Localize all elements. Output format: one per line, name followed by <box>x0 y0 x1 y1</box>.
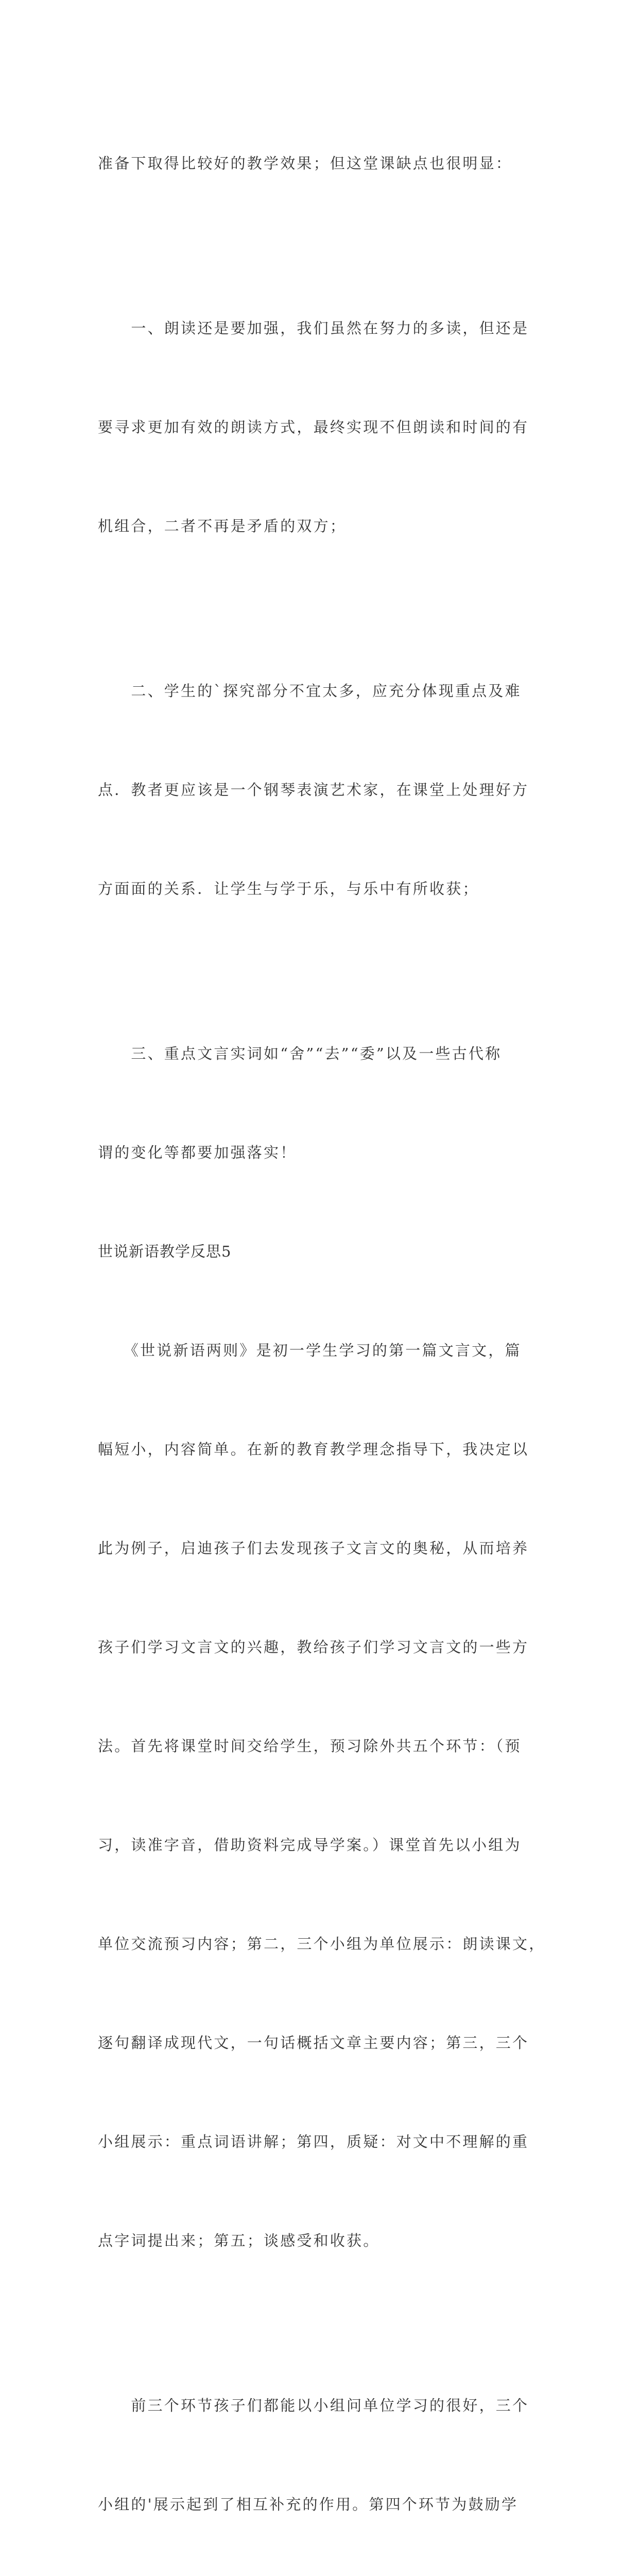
paragraph-point-one <box>98 246 542 608</box>
text-line: 幅短小，内容简单。在新的教育教学理念指导下，我决定以 <box>98 1440 529 1458</box>
text-line: 习，读准字音，借助资料完成导学案。）课堂首先以小组为 <box>98 1836 522 1854</box>
paragraph-reflection-detail <box>98 2323 542 2576</box>
text-line: 法。首先将课堂时间交给学生，预习除外共五个环节：（预 <box>98 1737 522 1755</box>
text-line: 机组合，二者不再是矛盾的双方； <box>98 517 347 535</box>
text-line: 准备下取得比较好的教学效果；但这堂课缺点也很明显： <box>98 155 513 172</box>
text-line: 单位交流预习内容；第二，三个小组为单位展示：朗读课文， <box>98 1935 546 1953</box>
text-line: 小组的'展示起到了相互补充的作用。第四个环节为鼓励学 <box>98 2496 519 2513</box>
paragraph-reflection-intro <box>98 1268 546 2323</box>
text-line: 谓的变化等都要加强落实！ <box>98 1144 297 1161</box>
text-line: 要寻求更加有效的朗读方式，最终实现不但朗读和时间的有 <box>98 418 529 436</box>
text-line: 孩子们学习文言文的兴趣，教给孩子们学习文言文的一些方 <box>98 1638 529 1656</box>
text-line: 《世说新语两则》是初一学生学习的第一篇文言文，篇 <box>98 1342 522 1359</box>
text-line: 此为例子，启迪孩子们去发现孩子文言文的奥秘，从而培养 <box>98 1539 529 1557</box>
text-line: 三、重点文言实词如“舍”“去”“委”以及一些古代称 <box>98 1045 502 1062</box>
text-line: 点．教者更应该是一个钢琴表演艺术家，在课堂上处理好方 <box>98 781 529 799</box>
text-line: 点字词提出来；第五；谈感受和收获。 <box>98 2232 380 2249</box>
text-line: 二、学生的`探究部分不宜太多，应充分体现重点及难 <box>98 682 522 700</box>
text-line: 逐句翻译成现代文，一句话概括文章主要内容；第三，三个 <box>98 2034 529 2052</box>
text-line: 小组展示：重点词语讲解；第四，质疑：对文中不理解的重 <box>98 2133 529 2150</box>
heading-text: 世说新语教学反思5 <box>98 1243 232 1260</box>
text-line: 方面面的关系．让学生与学于乐，与乐中有所收获； <box>98 880 479 897</box>
text-line: 一、朗读还是要加强，我们虽然在努力的多读，但还是 <box>98 319 529 337</box>
text-line: 前三个环节孩子们都能以小组问单位学习的很好，三个 <box>98 2397 529 2414</box>
paragraph-point-three <box>98 971 542 1235</box>
document-body <box>98 81 546 2576</box>
paragraph-intro <box>98 81 542 246</box>
paragraph-point-two <box>98 608 542 971</box>
section-heading <box>98 1235 542 1268</box>
